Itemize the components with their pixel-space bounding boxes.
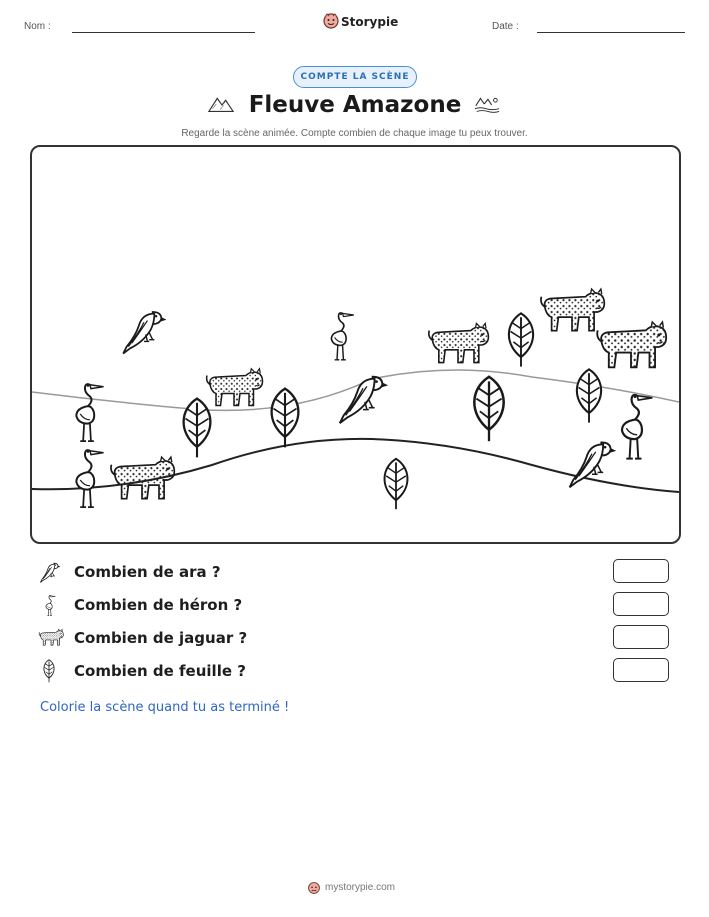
leaf-1: [184, 399, 211, 458]
macaw-icon: [38, 560, 62, 584]
question-text: Combien de feuille ?: [74, 662, 246, 680]
storypie-footer-logo-icon: [307, 880, 321, 894]
macaw-1: [123, 312, 166, 354]
leaf-3: [474, 377, 503, 441]
heron-3: [331, 313, 353, 360]
heron-4: [622, 395, 652, 459]
activity-badge-label: COMPTE LA SCÈNE: [300, 72, 410, 82]
question-text: Combien de jaguar ?: [74, 629, 248, 647]
instructions: Regarde la scène animée. Compte combien de chaque image tu peux trouver.: [181, 128, 528, 139]
name-field[interactable]: [72, 32, 255, 33]
heron-1: [76, 384, 103, 441]
heron-icon: [38, 593, 62, 617]
question-text: Combien de ara ?: [74, 563, 221, 581]
date-label: Date :: [492, 21, 519, 32]
question-text: Combien de héron ?: [74, 596, 243, 614]
activity-badge: [293, 66, 417, 88]
heron-2: [76, 450, 103, 507]
question-row-leaf: [38, 657, 672, 685]
question-row-macaw: [38, 558, 672, 586]
leaf-6: [385, 459, 408, 509]
brand-name: Storypie: [341, 15, 399, 29]
scene-illustration: [32, 147, 679, 542]
jaguar-5: [597, 322, 666, 367]
answer-box-jaguar[interactable]: [613, 625, 669, 649]
leaf-4: [577, 369, 601, 422]
mountain-icon: [207, 94, 235, 114]
answer-box-macaw[interactable]: [613, 559, 669, 583]
jaguar-3: [429, 323, 489, 362]
jaguar-4: [541, 289, 604, 331]
jaguar-2: [111, 457, 174, 499]
question-row-heron: [38, 591, 672, 619]
question-row-jaguar: [38, 624, 672, 652]
coloring-instruction: Colorie la scène quand tu as terminé !: [40, 700, 290, 715]
answer-box-heron[interactable]: [613, 592, 669, 616]
leaf-5: [509, 313, 533, 366]
footer-url: mystorypie.com: [325, 882, 396, 893]
date-field[interactable]: [537, 32, 685, 33]
jaguar-icon: [38, 626, 64, 650]
macaw-2: [340, 377, 388, 423]
jaguar-1: [207, 369, 263, 406]
name-label: Nom :: [24, 21, 51, 32]
river-icon: [473, 94, 501, 114]
scene-panel: [30, 145, 681, 544]
answer-box-leaf[interactable]: [613, 658, 669, 682]
page-title: Fleuve Amazone: [248, 92, 462, 118]
leaf-icon: [38, 659, 60, 683]
leaf-2: [272, 389, 299, 448]
storypie-logo-icon: [322, 12, 340, 30]
